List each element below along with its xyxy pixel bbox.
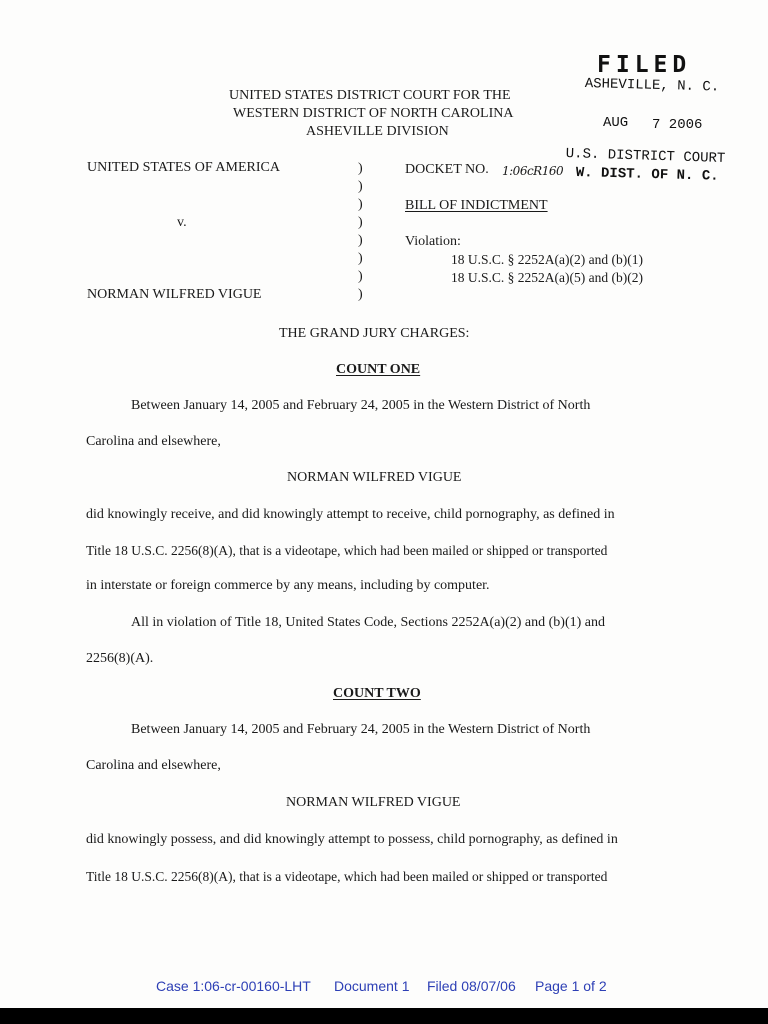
- filed-stamp-title: FILED: [597, 52, 692, 78]
- footer-document: Document 1: [334, 978, 410, 994]
- grand-jury-charges: THE GRAND JURY CHARGES:: [279, 326, 470, 341]
- count-one-para-line1: Between January 14, 2005 and February 24, 2005 in the Western District of North: [131, 398, 591, 413]
- filed-stamp-month: AUG: [603, 115, 629, 131]
- count-one-violation-line2: 2256(8)(A).: [86, 651, 154, 666]
- plaintiff-name: UNITED STATES OF AMERICA: [87, 160, 280, 175]
- versus: v.: [177, 215, 187, 230]
- court-header-line3: ASHEVILLE DIVISION: [306, 124, 449, 139]
- caption-paren: ): [358, 215, 363, 230]
- count-one-violation-line1: All in violation of Title 18, United States Code, Sections 2252A(a)(2) and (b)(1) and: [131, 615, 605, 630]
- court-header-line2: WESTERN DISTRICT OF NORTH CAROLINA: [233, 106, 514, 121]
- court-header-line1: UNITED STATES DISTRICT COURT FOR THE: [229, 88, 511, 103]
- filed-stamp-court-line1: U.S. DISTRICT COURT: [565, 146, 726, 168]
- count-two-heading: COUNT TWO: [333, 686, 421, 701]
- count-two-line2: Title 18 U.S.C. 2256(8)(A), that is a videotape, which had been mailed or shipped or transported: [86, 869, 608, 884]
- caption-paren: ): [358, 251, 363, 266]
- count-one-line2: Title 18 U.S.C. 2256(8)(A), that is a videotape, which had been mailed or shipped or transported: [86, 543, 608, 558]
- defendant-name: NORMAN WILFRED VIGUE: [87, 287, 262, 302]
- count-one-line1: did knowingly receive, and did knowingly attempt to receive, child pornography, as defined in: [86, 507, 615, 522]
- footer-page-number: Page 1 of 2: [535, 978, 607, 994]
- caption-paren: ): [358, 197, 363, 212]
- filed-stamp-date: 7 2006: [652, 117, 703, 133]
- filed-stamp-city: ASHEVILLE, N. C.: [584, 76, 720, 96]
- count-one-defendant: NORMAN WILFRED VIGUE: [287, 470, 462, 485]
- footer-filed-date: Filed 08/07/06: [427, 978, 516, 994]
- docket-handwritten-number: 1:06cR160: [502, 164, 564, 178]
- caption-paren: ): [358, 161, 363, 176]
- caption-paren: ): [358, 179, 363, 194]
- count-two-para-line2: Carolina and elsewhere,: [86, 758, 221, 773]
- violation-statute-1: 18 U.S.C. § 2252A(a)(2) and (b)(1): [451, 252, 643, 267]
- count-two-para-line1: Between January 14, 2005 and February 24, 2005 in the Western District of North: [131, 722, 591, 737]
- count-one-para-line2: Carolina and elsewhere,: [86, 434, 221, 449]
- caption-paren: ): [358, 269, 363, 284]
- violation-statute-2: 18 U.S.C. § 2252A(a)(5) and (b)(2): [451, 270, 643, 285]
- count-two-line1: did knowingly possess, and did knowingly attempt to possess, child pornography, as defined in: [86, 832, 618, 847]
- count-one-line3: in interstate or foreign commerce by any means, including by computer.: [86, 578, 490, 593]
- footer-case-number: Case 1:06-cr-00160-LHT: [156, 978, 311, 994]
- filed-stamp-court-line2: W. DIST. OF N. C.: [575, 165, 719, 185]
- caption-paren: ): [358, 233, 363, 248]
- bill-of-indictment: BILL OF INDICTMENT: [405, 198, 548, 213]
- count-two-defendant: NORMAN WILFRED VIGUE: [286, 795, 461, 810]
- docket-label: DOCKET NO.: [405, 162, 489, 177]
- count-one-heading: COUNT ONE: [336, 362, 421, 377]
- caption-paren: ): [358, 287, 363, 302]
- bottom-black-border: [0, 1008, 768, 1024]
- violation-label: Violation:: [405, 234, 461, 249]
